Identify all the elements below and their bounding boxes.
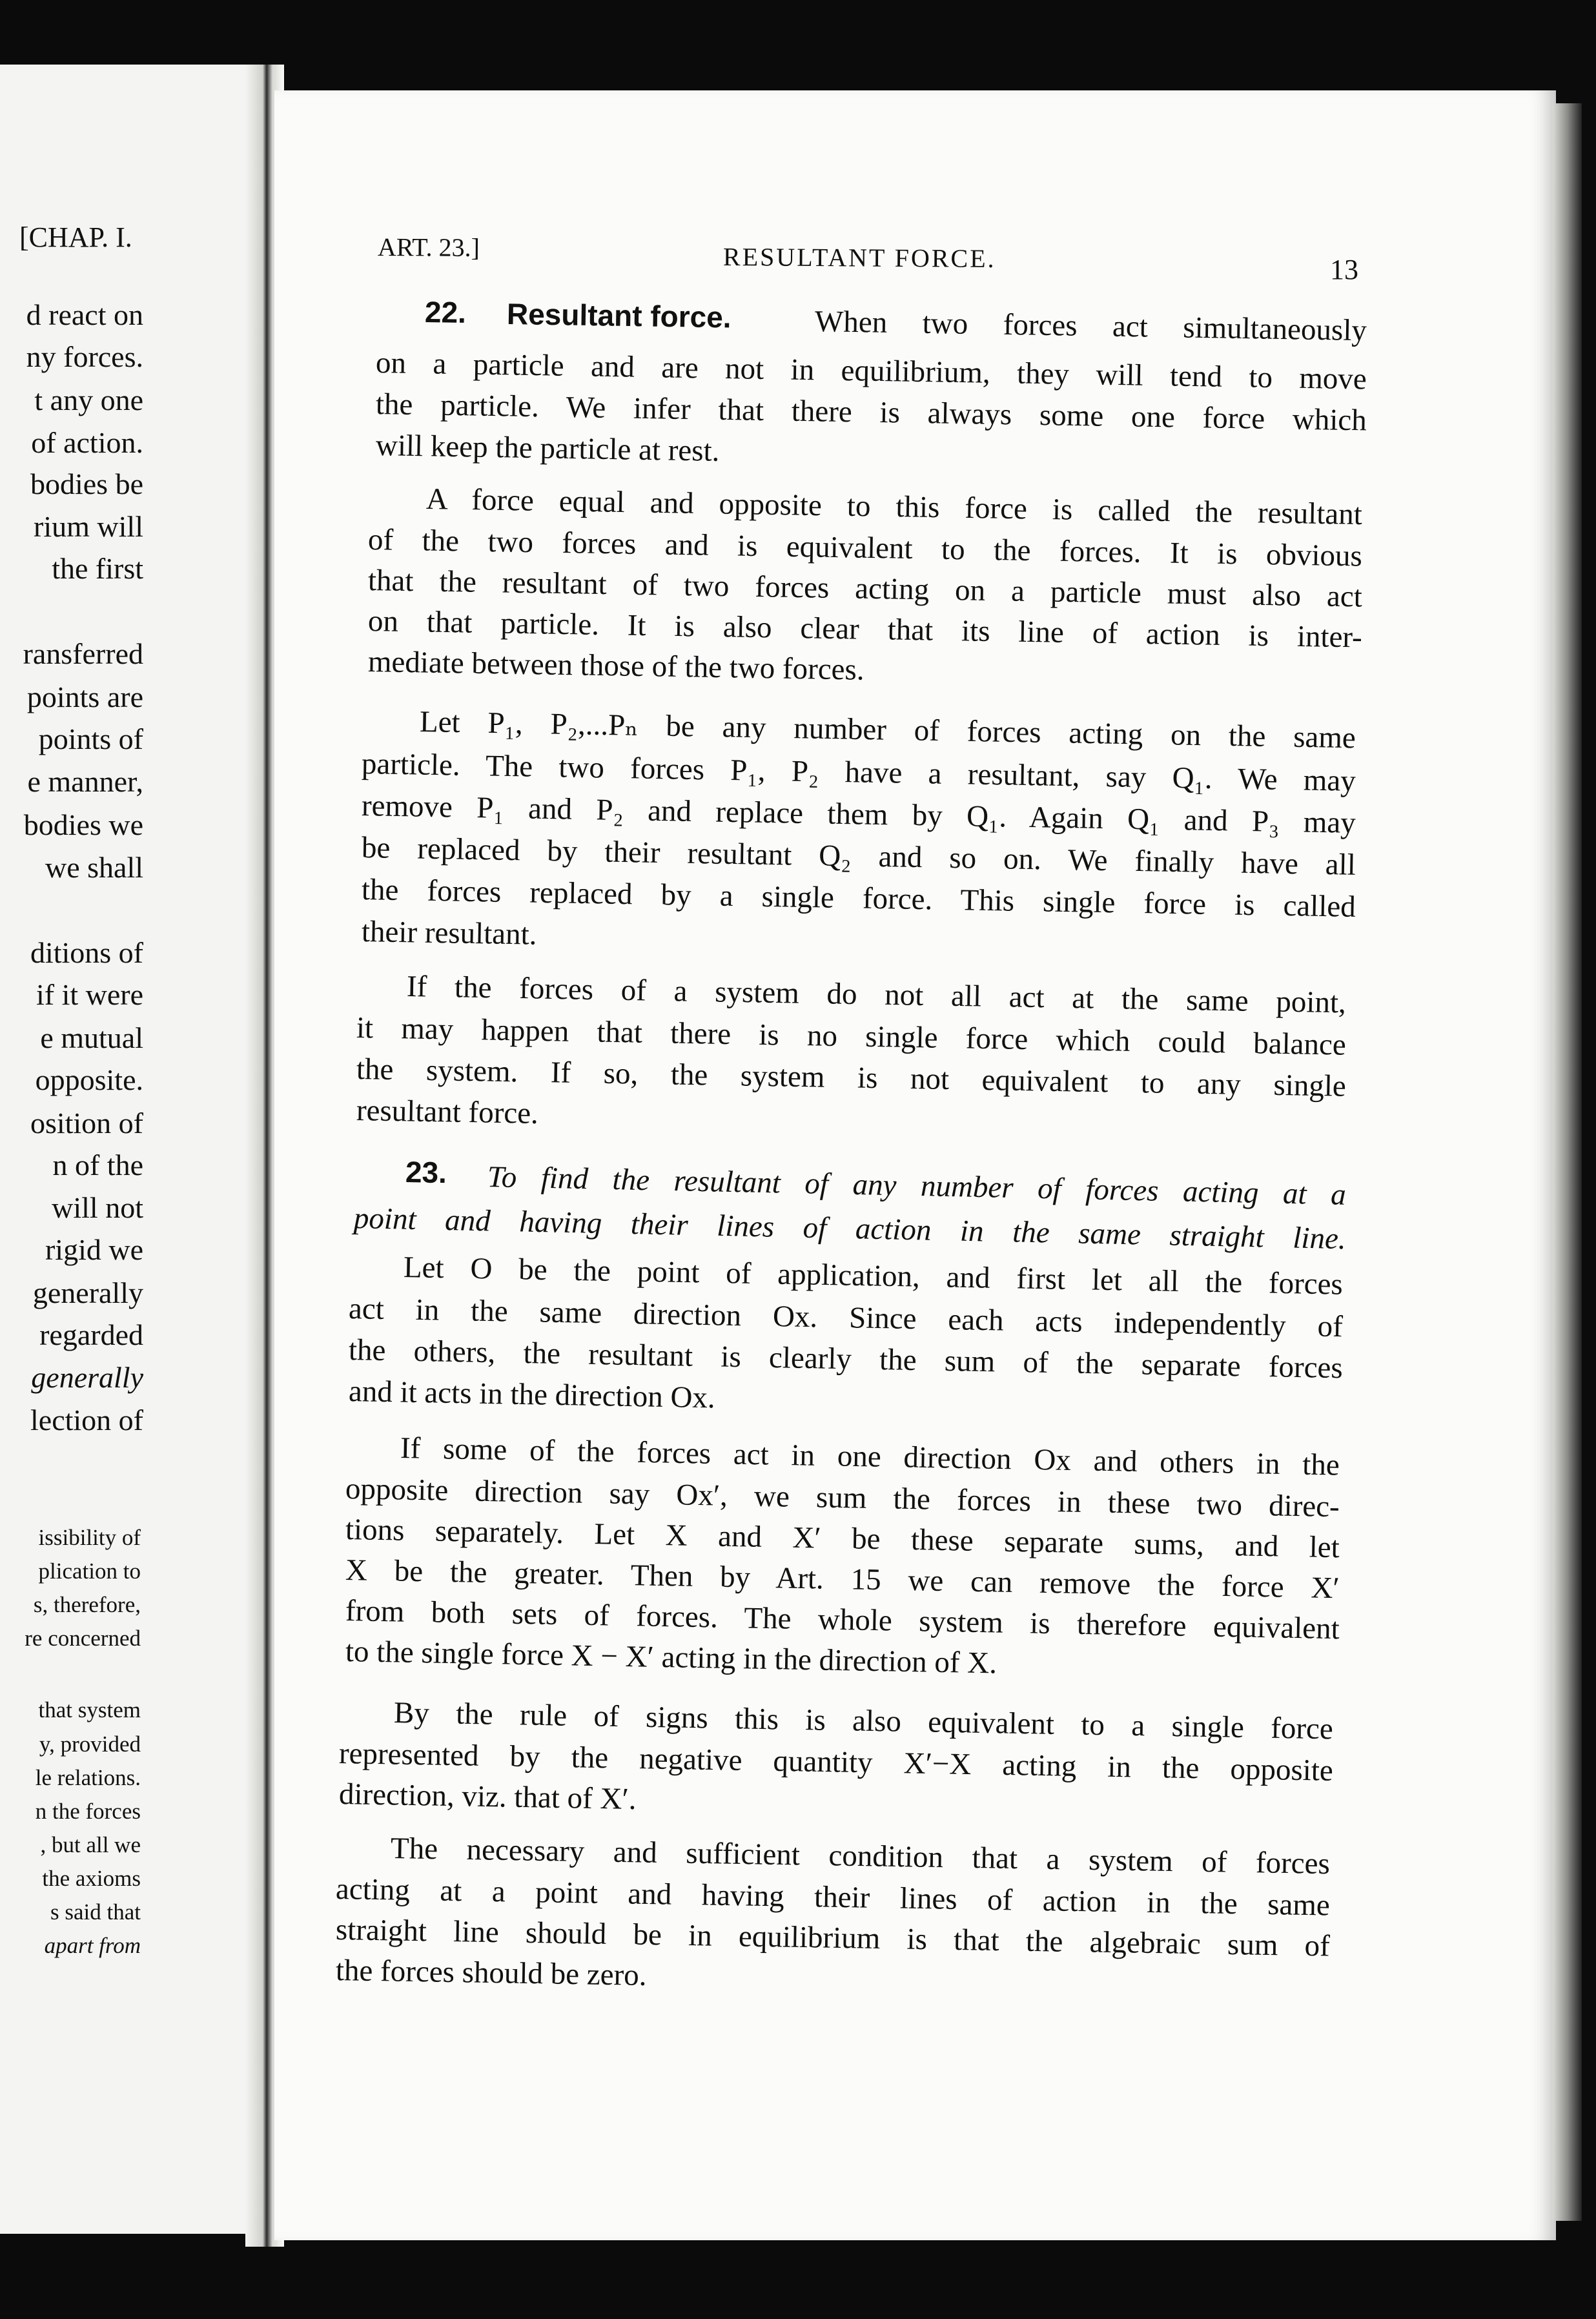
left-page-footnote-line: s said that — [50, 1899, 141, 1925]
left-page-line: osition of — [30, 1107, 143, 1139]
left-page-line: the first — [52, 552, 143, 585]
left-page-line: n of the — [52, 1149, 143, 1181]
paragraph-22-2-line: that the resultant of two forces acting on a particle must also act — [367, 564, 1363, 614]
paragraph-23-4-line: The necessary and sufficient condition that a system of forces — [390, 1832, 1331, 1881]
paragraph-23-4-line: the forces should be zero. — [335, 1954, 647, 1992]
left-page-footnote-line: n the forces — [35, 1799, 141, 1824]
left-page-line: of action. — [31, 426, 143, 459]
paragraph-22-3-line: the forces replaced by a single force. This single force is called — [361, 873, 1356, 924]
paragraph-22-1-line: the particle. We infer that there is always some one force which — [375, 387, 1367, 438]
paragraph-23-4-line: straight line should be in equilibrium is that the algebraic sum of — [335, 1913, 1331, 1963]
paragraph-23-2-line: from both sets of forces. The whole system is therefore equivalent — [345, 1594, 1340, 1646]
left-page-line: bodies we — [23, 808, 143, 841]
left-page-line: e mutual — [40, 1021, 143, 1054]
paragraph-22-4-line: If the forces of a system do not all act at the same point, — [406, 970, 1347, 1020]
left-page-line: lection of — [30, 1404, 143, 1436]
left-page-footnote-line: the axioms — [42, 1866, 141, 1891]
paragraph-22-4-line: the system. If so, the system is not equivalent to any single — [356, 1052, 1347, 1103]
running-head-left: ART. 23.] — [377, 232, 480, 262]
paragraph-23-2-line: tions separately. Let X and X′ be these separate sums, and let — [345, 1513, 1340, 1565]
left-page-line: d react on — [26, 298, 143, 331]
paragraph-23-1-line: and it acts in the direction Ox. — [348, 1374, 716, 1415]
left-page-line: points are — [26, 680, 143, 713]
paragraph-22-4-line: resultant force. — [356, 1094, 539, 1130]
left-page-line: generally — [31, 1361, 143, 1394]
left-page-line: points of — [38, 722, 143, 755]
left-page-footnote-line: re concerned — [25, 1626, 141, 1651]
left-page-footnote-line: y, provided — [39, 1732, 141, 1757]
paragraph-23-1-line: act in the same direction Ox. Since each acts independently of — [348, 1292, 1344, 1344]
left-page-line: e manner, — [27, 765, 143, 798]
section-23-title-line: point and having their lines of action in the same straight line. — [353, 1201, 1347, 1256]
paragraph-22-1-line: When two forces act simultaneously — [814, 305, 1367, 348]
paragraph-22-3-line: particle. The two forces P₁, P₂ have a resultant, say Q₁. We may — [361, 747, 1356, 798]
paragraph-22-3-line: remove P₁ and P₂ and replace them by Q₁. Again Q₁ and P₃ may — [361, 789, 1356, 840]
paragraph-22-4-line: it may happen that there is no single force which could balance — [356, 1011, 1347, 1062]
left-page-line: ransferred — [23, 637, 143, 670]
paragraph-22-2-line: A force equal and opposite to this force is called the resultant — [425, 482, 1363, 532]
paragraph-22-1-line: on a particle and are not in equilibrium, they will tend to move — [375, 346, 1367, 396]
paragraph-23-2-line: If some of the forces act in one direction Ox and others in the — [400, 1431, 1340, 1482]
left-page-line: if it were — [36, 978, 143, 1011]
left-page-line: rigid we — [45, 1233, 143, 1266]
left-page-line: generally — [32, 1276, 143, 1309]
page-number: 13 — [1330, 254, 1358, 285]
section-23-title-line: To find the resultant of any number of forces acting at a — [487, 1160, 1347, 1212]
left-page-line: rium will — [34, 510, 143, 543]
page-edge — [1553, 103, 1582, 2221]
paragraph-22-3-line: Let P₁, P₂,...Pₙ be any number of forces acting on the same — [419, 705, 1356, 755]
section-22-title: Resultant force. — [506, 297, 732, 334]
paragraph-22-1-line: will keep the particle at rest. — [375, 429, 720, 468]
paragraph-23-3-line: By the rule of signs this is also equivalent to a single force — [393, 1696, 1334, 1746]
paragraph-22-3-line: their resultant. — [361, 915, 537, 952]
left-page-line: ditions of — [30, 936, 143, 969]
running-head-title: RESULTANT FORCE. — [722, 242, 996, 273]
paragraph-23-1-line: Let O be the point of application, and first let all the forces — [403, 1251, 1344, 1302]
paragraph-23-2-line: to the single force X − X′ acting in the direction of X. — [345, 1635, 998, 1681]
paragraph-22-3-line: be replaced by their resultant Q₂ and so on. We finally have all — [361, 831, 1356, 882]
left-page-footnote-line: , but all we — [40, 1832, 141, 1857]
left-page-line: will not — [52, 1191, 143, 1224]
paragraph-22-2-line: on that particle. It is also clear that its line of action is inter- — [367, 604, 1363, 655]
left-page-line: ny forces. — [26, 340, 143, 373]
left-page-footnote-line: plication to — [38, 1558, 141, 1584]
left-page-line: regarded — [39, 1318, 143, 1351]
left-page-footnote-line: s, therefore, — [33, 1592, 141, 1617]
paragraph-23-1-line: the others, the resultant is clearly the sum of the separate forces — [348, 1333, 1344, 1385]
section-23-number: 23. — [405, 1155, 447, 1190]
paragraph-23-4-line: acting at a point and having their lines of action in the same — [335, 1872, 1331, 1923]
section-22-number: 22. — [424, 295, 467, 330]
left-page-line: bodies be — [30, 467, 143, 500]
paragraph-22-2-line: of the two forces and is equivalent to the forces. It is obvious — [367, 523, 1363, 573]
paragraph-22-2-line: mediate between those of the two forces. — [367, 645, 865, 687]
left-page-line: t any one — [34, 383, 143, 416]
paragraph-23-2-line: opposite direction say Ox′, we sum the forces in these two direc- — [345, 1472, 1340, 1524]
left-page-line: we shall — [45, 851, 143, 884]
paragraph-23-2-line: X be the greater. Then by Art. 15 we can remove the force X′ — [345, 1553, 1340, 1606]
left-page-footnote-line: that system — [38, 1697, 141, 1722]
left-page-footnote-line: issibility of — [38, 1525, 141, 1550]
left-page-header: [CHAP. I. — [19, 221, 132, 253]
left-page-footnote-line: le relations. — [35, 1765, 141, 1790]
paragraph-23-3-line: represented by the negative quantity X′−X acting in the opposite — [338, 1737, 1334, 1788]
left-page-line: opposite. — [35, 1063, 143, 1096]
paragraph-23-3-line: direction, viz. that of X′. — [338, 1777, 637, 1817]
left-page-footnote-line: apart from — [44, 1933, 141, 1958]
